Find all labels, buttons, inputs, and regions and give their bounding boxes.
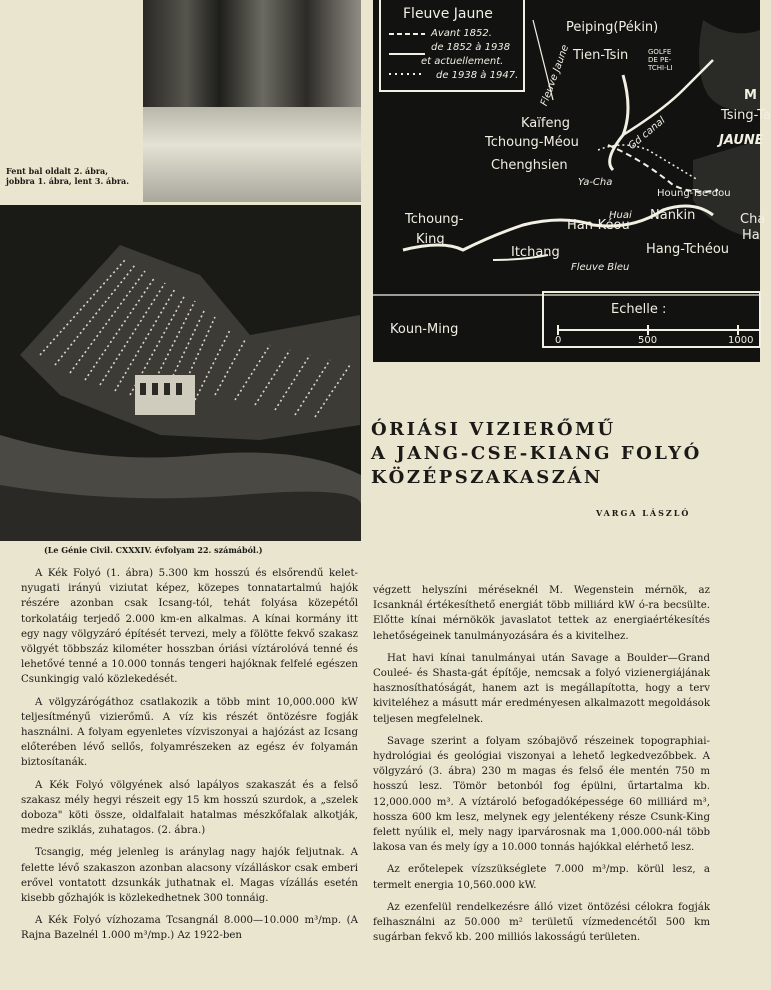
place-label: GOLFE DE PE-TCHI-LI [648,48,673,72]
place-label: Houng-Tse-dou [657,188,731,199]
legend-line: et actuellement. [421,56,504,67]
title-line: KÖZÉPSZAKASZÁN [371,467,603,488]
paragraph: Savage szerint a folyam szóbajövő részeinek topographiai-hydrológiai és geológiai viszonyai a lehető legkedvezőbbek. A völgyzáró (3. ábra) 230 m magas és felső éle mentén 750 m hosszú lesz. Tömör betonból fog épülni, űrtartalma kb. 12,000.000 m³. A víztároló befogadóképessége 60 milliárd m³, hossza 600 km lesz, melynek egy jelentékeny része Csunk-King felett nyúlik el, mely nagy iparvárosnak ma 1,000.000-nál több lakosa van és mely így a 10.000 tonnás hajókkal elérhető lesz. [373,735,710,854]
place-label: Tchoung-Méou [485,135,579,150]
place-label: King [416,232,445,247]
figure-caption: Fent bal oldalt 2. ábra, jobbra 1. ábra, lent 3. ábra. [6,166,130,186]
paragraph: A Kék Folyó völgyének alsó lapályos szakaszát és a felső szakasz mély hegyi részeit egy 15 km hosszú szurdok, a „szelek doboza" köti össze, oldalfalait hatalmas mészkőfalak alkotják, medre sziklás, zuhatagos. (2. ábra.) [21,779,358,837]
title-line: A JANG-CSE-KIANG FOLYÓ [371,443,702,464]
text-column-left [21,566,358,944]
source-note: (Le Génie Civil. CXXXIV. évfolyam 22. számából.) [44,545,263,555]
place-label: Kaïfeng [521,116,570,131]
place-label: Tsing-Ta [721,108,771,123]
gorge-photo [143,0,361,202]
paragraph: Tcsangig, még jelenleg is aránylag nagy hajók feljutnak. A felette lévő szakaszon azonban alacsony vízálláskor csak emberi erővel vontatott dzsunkák juthatnak el. Magas vízállás esetén kisebb gőzhajók is közlekedhetnek 300 tonnáig. [21,847,358,905]
place-label: Itchang [511,245,560,260]
title-line: ÓRIÁSI VIZIERŐMŰ [371,419,616,440]
scale-tick: 0 [555,335,562,346]
legend-line: Avant 1852. [431,28,492,39]
place-label: Peiping(Pékin) [566,20,659,35]
scale-label: Echelle : [611,302,667,317]
paragraph: A Kék Folyó (1. ábra) 5.300 km hosszú és elsőrendű kelet-nyugati irányú viziutat képez, közepes tonnatartalmú hajók részére azonban csak Icsang-tól, tehát folyása közepétől torkolatáig terjedő 2.000 km-en alkalmas. A kínai kormány itt egy nagy völgyzáró építését tervezi, mely a fölötte fekvő szakasz völgyét többszáz kilométer hosszban óriási víztárolóvá tenné és lehetővé tenné a 10.000 tonnás tengeri hajóknak felfelé egészen Csunkingig való közlekedését. [21,568,358,686]
place-label: Ha [742,228,760,243]
river-label: Fleuve Jaune [538,43,572,108]
place-label: Hang-Tchéou [646,242,730,257]
paragraph: Hat havi kínai tanulmányai után Savage a Boulder—Grand Couleé- és Shasta-gát építője, nemcsak a folyó vizienergiájának hasznosíthatóságát, hanem azt is megállapította, hogy a terv kiviteléhez a másutt már eredményesen alkalmazott megoldások teljesen megfelelnek. [373,652,710,725]
paragraph: Az ezenfelül rendelkezésre álló vizet öntözési célokra fogják felhasználni az 50.000 m² területű vízmedencétől 500 km sugárban fekvő kb. 200 milliós lakosságú területen. [373,901,710,944]
dam-photo [0,205,361,541]
place-label: Tien-Tsin [573,48,629,63]
scale-tick: 1000 [728,335,754,346]
paragraph: A völgyzárógáthoz csatlakozik a több mint 10,000.000 kW teljesítményű vizierőmű. A víz kis részét öntözésre fogják használni. A folyam egyenletes vízviszonyai a hajózást az Icsang előterében lévő sellős, folyamrészeken az egész év folyamán biztosítanák. [21,696,358,769]
map-legend [379,0,525,92]
article-title [371,418,760,490]
place-label: Koun-Ming [390,322,459,337]
river-label: Fleuve Bleu [571,262,630,273]
yangtze-map [373,0,771,362]
text-column-right [373,583,710,945]
place-label: JAUNE [719,133,764,148]
legend-line: de 1938 à 1947. [436,70,519,81]
paragraph: Az erőtelepek vízszükséglete 7.000 m³/mp. körül lesz, a termelt energia 10,560.000 kW. [373,864,710,891]
river-label: Huai [609,210,632,221]
river-water [143,107,361,202]
canal-label: Gd canal [626,115,668,152]
place-label: Chenghsien [491,158,568,173]
legend-line: de 1852 à 1938 [431,42,511,53]
place-label: Cha [740,212,766,227]
place-label: Han-Kéou [567,218,630,233]
place-label: Nankin [650,208,696,223]
legend-title: Fleuve Jaune [403,6,493,22]
place-label: Ya-Cha [578,177,613,188]
paragraph: végzett helyszíni méréseknél M. Wegenstein mérnök, az Icsanknál értékesíthető energiát több milliárd kW ó-ra becsülte. Előtte kínai mérnökök javaslatot tettek az energiaértékesítés lehetőségeinek tanulmányozására és a kivitelhez. [373,585,710,642]
scale-tick: 500 [638,335,658,346]
paragraph: A Kék Folyó vízhozama Tcsangnál 8.000—10.000 m³/mp. (A Rajna Bazelnél 1.000 m³/mp.) Az 1922-ben [21,915,358,942]
place-label: Tchoung- [405,212,464,227]
place-label: M [744,88,757,103]
author: VARGA LÁSZLÓ [596,508,691,518]
